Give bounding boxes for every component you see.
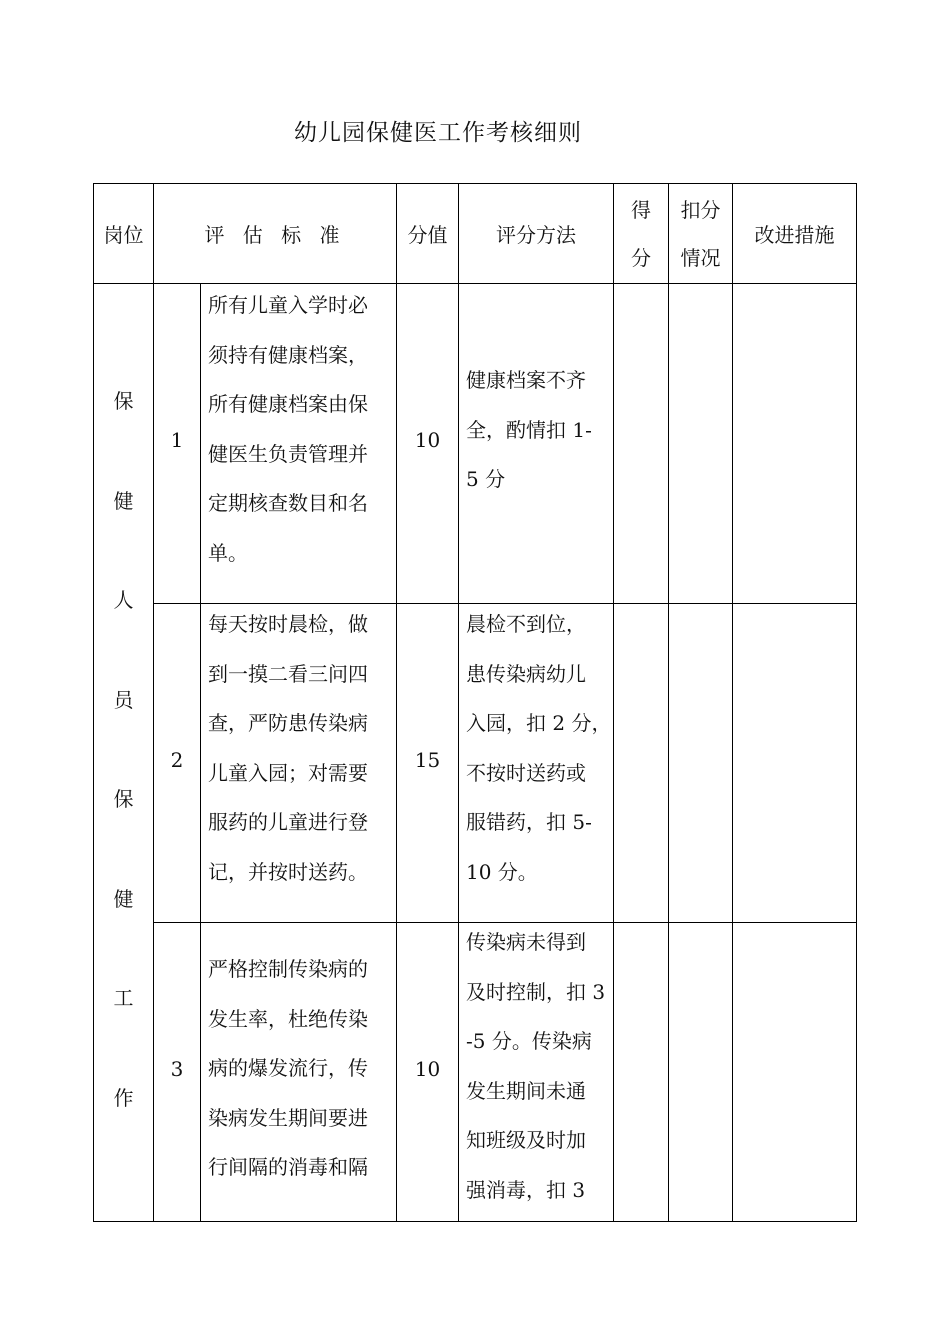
method-line: 5 分 xyxy=(466,467,506,492)
method-line: 传染病未得到 xyxy=(466,930,586,954)
header-deduction xyxy=(669,184,732,283)
column-divider xyxy=(613,183,614,1222)
method-line: 不按时送药或 xyxy=(466,760,586,785)
header-position: 岗位 xyxy=(103,223,144,247)
header-improvement: 改进措施 xyxy=(754,223,835,247)
method-line: 晨检不到位， xyxy=(466,612,586,636)
criteria-line: 到一摸二看三问四 xyxy=(208,661,368,686)
header-method: 评分方法 xyxy=(496,223,576,247)
method-line: 患传染病幼儿 xyxy=(466,661,586,686)
position-char: 人 xyxy=(113,588,134,612)
table-border-right xyxy=(856,183,857,1222)
position-char: 作 xyxy=(113,1085,134,1110)
header-score xyxy=(614,184,668,283)
row-number: 2 xyxy=(170,748,184,772)
criteria-line: 每天按时晨检，做 xyxy=(208,612,368,636)
criteria-line: 所有健康档案由保 xyxy=(208,392,368,417)
position-char: 工 xyxy=(113,986,134,1010)
criteria-line: 病的爆发流行，传 xyxy=(208,1056,368,1081)
criteria-line: 须持有健康档案， xyxy=(208,342,368,367)
header-criteria: 评 估 标 准 xyxy=(204,223,346,247)
header-deduction-line2: 情况 xyxy=(680,245,721,270)
method-line: -5 分。传染病 xyxy=(466,1029,592,1054)
method-line: 入园，扣 2 分， xyxy=(466,711,612,736)
position-char: 保 xyxy=(113,787,134,811)
position-label xyxy=(94,352,153,1148)
column-divider xyxy=(668,183,669,1222)
criteria-line: 健医生负责管理并 xyxy=(208,441,368,466)
position-char: 保 xyxy=(113,389,134,413)
points-value: 10 xyxy=(414,1057,441,1081)
criteria-line: 行间隔的消毒和隔 xyxy=(208,1155,368,1180)
method-line: 强消毒，扣 3 xyxy=(466,1177,586,1202)
method-text xyxy=(466,600,612,898)
column-divider xyxy=(458,183,459,1222)
method-text xyxy=(466,356,612,505)
row-number: 3 xyxy=(170,1057,184,1081)
criteria-line: 记，并按时送药。 xyxy=(208,859,368,884)
method-text xyxy=(466,918,612,1216)
column-divider xyxy=(732,183,733,1222)
criteria-line: 查，严防患传染病 xyxy=(208,711,368,736)
table-border-bottom xyxy=(93,1221,857,1222)
criteria-line: 严格控制传染病的 xyxy=(208,957,368,981)
criteria-text xyxy=(208,600,393,898)
criteria-line: 儿童入园；对需要 xyxy=(208,760,368,785)
method-line: 及时控制，扣 3 xyxy=(466,979,606,1004)
method-line: 知班级及时加 xyxy=(466,1128,586,1153)
criteria-line: 发生率，杜绝传染 xyxy=(208,1006,368,1031)
position-char: 健 xyxy=(113,488,134,513)
header-deduction-line1: 扣分 xyxy=(680,197,721,222)
criteria-line: 服药的儿童进行登 xyxy=(208,810,368,835)
document-title: 幼儿园保健医工作考核细则 xyxy=(294,120,582,146)
method-line: 发生期间未通 xyxy=(466,1078,586,1103)
method-line: 全，酌情扣 1- xyxy=(466,417,592,442)
points-value: 15 xyxy=(414,748,441,772)
criteria-line: 染病发生期间要进 xyxy=(208,1105,368,1130)
criteria-line: 所有儿童入学时必 xyxy=(208,293,368,317)
method-line: 服错药，扣 5- xyxy=(466,810,592,835)
points-value: 10 xyxy=(414,428,441,452)
method-line: 健康档案不齐 xyxy=(466,368,586,392)
criteria-text xyxy=(208,281,393,579)
method-line: 10 分。 xyxy=(466,859,538,884)
column-divider xyxy=(200,283,201,1222)
criteria-line: 定期核查数目和名 xyxy=(208,491,368,516)
position-char: 健 xyxy=(113,886,134,911)
criteria-line: 单。 xyxy=(208,540,248,565)
position-char: 员 xyxy=(113,687,134,712)
row-number: 1 xyxy=(170,428,184,452)
criteria-text xyxy=(208,945,393,1193)
header-score-line2: 分 xyxy=(631,245,651,270)
header-points: 分值 xyxy=(407,223,448,247)
header-score-line1: 得 xyxy=(631,197,651,222)
